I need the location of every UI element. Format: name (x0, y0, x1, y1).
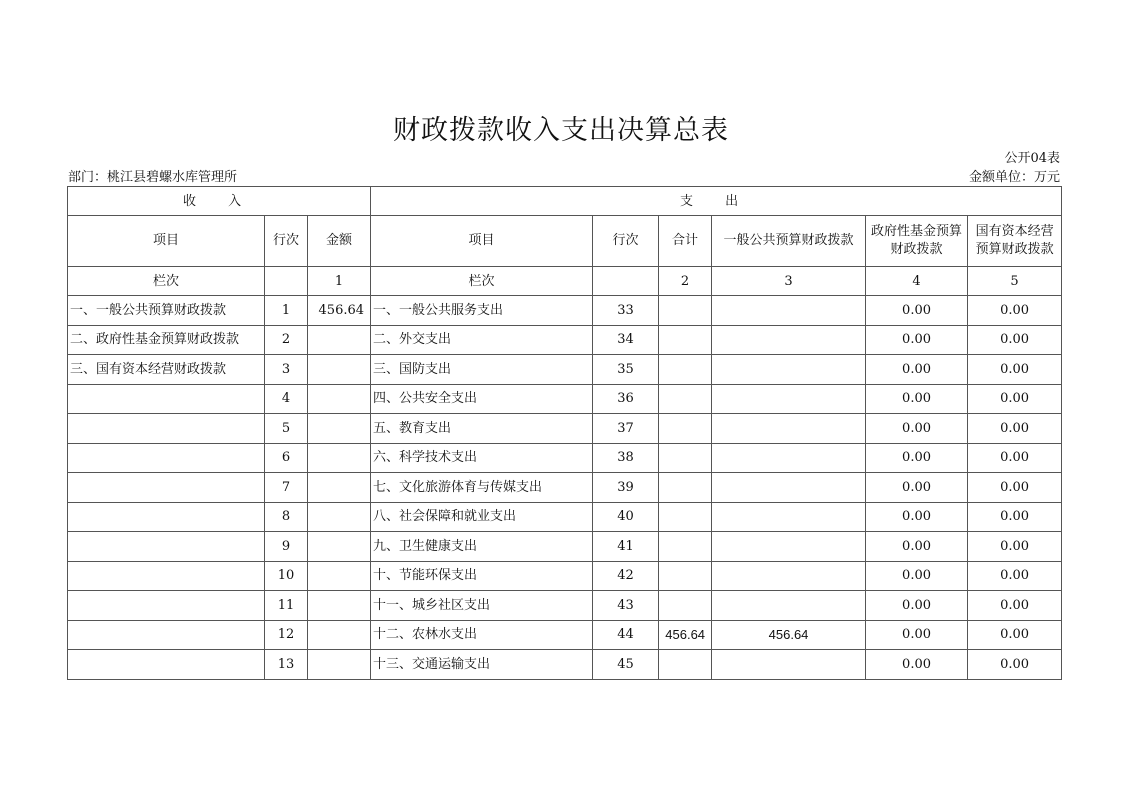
expense-state-cell: 0.00 (968, 620, 1062, 650)
expense-state-cell: 0.00 (968, 561, 1062, 591)
income-item-cell (68, 591, 265, 621)
income-amount-cell (308, 443, 371, 473)
income-amount-cell (308, 473, 371, 503)
expense-total-cell (659, 296, 712, 326)
expense-item-cell: 九、卫生健康支出 (371, 532, 593, 562)
expense-general-cell (712, 325, 866, 355)
expense-line-cell: 40 (593, 502, 659, 532)
table-row (68, 620, 1062, 650)
col-income-item: 项目 (68, 216, 265, 267)
table-row (68, 561, 1062, 591)
income-header: 收 入 (68, 187, 371, 216)
expense-general-cell (712, 414, 866, 444)
expense-general-cell (712, 561, 866, 591)
table-row (68, 473, 1062, 503)
income-line-cell: 8 (265, 502, 308, 532)
expense-fund-cell: 0.00 (866, 443, 968, 473)
expense-total-cell (659, 561, 712, 591)
expense-total-cell (659, 384, 712, 414)
income-item-cell (68, 443, 265, 473)
income-label-cell: 栏次 (68, 267, 265, 296)
expense-general-cell (712, 473, 866, 503)
expense-total-cell (659, 591, 712, 621)
expense-line-cell: 34 (593, 325, 659, 355)
income-item-cell: 三、国有资本经营财政拨款 (68, 355, 265, 385)
expense-item-cell: 六、科学技术支出 (371, 443, 593, 473)
income-line-cell: 9 (265, 532, 308, 562)
expense-state-cell: 0.00 (968, 296, 1062, 326)
expense-item-cell: 四、公共安全支出 (371, 384, 593, 414)
expense-state-cell: 0.00 (968, 502, 1062, 532)
income-amount-cell (308, 532, 371, 562)
expense-state-cell: 0.00 (968, 591, 1062, 621)
expense-fund-cell: 0.00 (866, 620, 968, 650)
income-line-cell: 5 (265, 414, 308, 444)
table-row (68, 502, 1062, 532)
income-line-cell: 2 (265, 325, 308, 355)
income-amount-number: 1 (308, 267, 371, 296)
expense-item-cell: 十三、交通运输支出 (371, 650, 593, 680)
col-expense-total: 合计 (659, 216, 712, 267)
income-item-cell (68, 561, 265, 591)
expense-fund-cell: 0.00 (866, 296, 968, 326)
expense-line-cell: 33 (593, 296, 659, 326)
expense-item-cell: 一、一般公共服务支出 (371, 296, 593, 326)
expense-total-number: 2 (659, 267, 712, 296)
expense-fund-cell: 0.00 (866, 355, 968, 385)
income-item-cell (68, 414, 265, 444)
income-amount-cell: 456.64 (308, 296, 371, 326)
expense-state-cell: 0.00 (968, 473, 1062, 503)
table-row (68, 384, 1062, 414)
income-item-cell: 一、一般公共预算财政拨款 (68, 296, 265, 326)
expense-state-cell: 0.00 (968, 443, 1062, 473)
table-row (68, 591, 1062, 621)
page-title: 财政拨款收入支出决算总表 (393, 115, 729, 146)
expense-line-blank (593, 267, 659, 296)
expense-item-cell: 八、社会保障和就业支出 (371, 502, 593, 532)
expense-line-cell: 42 (593, 561, 659, 591)
income-line-cell: 12 (265, 620, 308, 650)
income-item-cell (68, 532, 265, 562)
expense-total-cell (659, 443, 712, 473)
income-amount-cell (308, 502, 371, 532)
expense-total-cell (659, 414, 712, 444)
expense-fund-cell: 0.00 (866, 561, 968, 591)
expense-state-cell: 0.00 (968, 355, 1062, 385)
expense-state-cell: 0.00 (968, 414, 1062, 444)
expense-fund-number: 4 (866, 267, 968, 296)
income-line-cell: 4 (265, 384, 308, 414)
expense-general-cell (712, 296, 866, 326)
expense-state-cell: 0.00 (968, 384, 1062, 414)
table-row (68, 296, 1062, 326)
income-line-cell: 11 (265, 591, 308, 621)
expense-fund-cell: 0.00 (866, 591, 968, 621)
expense-general-cell (712, 591, 866, 621)
expense-state-cell: 0.00 (968, 325, 1062, 355)
expense-fund-cell: 0.00 (866, 384, 968, 414)
income-amount-cell (308, 620, 371, 650)
expense-fund-cell: 0.00 (866, 532, 968, 562)
income-item-cell (68, 502, 265, 532)
col-income-line: 行次 (265, 216, 308, 267)
col-expense-general: 一般公共预算财政拨款 (712, 216, 866, 267)
expense-line-cell: 44 (593, 620, 659, 650)
expense-line-cell: 38 (593, 443, 659, 473)
expense-item-cell: 十二、农林水支出 (371, 620, 593, 650)
expense-line-cell: 45 (593, 650, 659, 680)
expense-item-cell: 十一、城乡社区支出 (371, 591, 593, 621)
expense-line-cell: 36 (593, 384, 659, 414)
section-header-row (68, 187, 1062, 216)
expense-header: 支 出 (371, 187, 1062, 216)
col-expense-item: 项目 (371, 216, 593, 267)
expense-line-cell: 41 (593, 532, 659, 562)
expense-total-cell: 456.64 (659, 620, 712, 650)
department-label: 部门：桃江县碧螺水库管理所 (68, 170, 238, 185)
col-expense-line: 行次 (593, 216, 659, 267)
income-amount-cell (308, 650, 371, 680)
income-amount-cell (308, 414, 371, 444)
expense-general-cell (712, 384, 866, 414)
expense-fund-cell: 0.00 (866, 325, 968, 355)
income-line-cell: 3 (265, 355, 308, 385)
expense-total-cell (659, 650, 712, 680)
income-item-cell: 二、政府性基金预算财政拨款 (68, 325, 265, 355)
table-row (68, 650, 1062, 680)
expense-general-cell (712, 443, 866, 473)
expense-general-cell (712, 355, 866, 385)
expense-item-cell: 十、节能环保支出 (371, 561, 593, 591)
income-item-cell (68, 650, 265, 680)
income-line-cell: 1 (265, 296, 308, 326)
expense-total-cell (659, 325, 712, 355)
income-item-cell (68, 473, 265, 503)
expense-item-cell: 三、国防支出 (371, 355, 593, 385)
expense-state-cell: 0.00 (968, 532, 1062, 562)
expense-general-number: 3 (712, 267, 866, 296)
expense-total-cell (659, 355, 712, 385)
table-row (68, 325, 1062, 355)
expense-fund-cell: 0.00 (866, 473, 968, 503)
income-line-blank (265, 267, 308, 296)
expense-general-cell (712, 650, 866, 680)
table-row (68, 443, 1062, 473)
income-amount-cell (308, 591, 371, 621)
expense-item-cell: 二、外交支出 (371, 325, 593, 355)
expense-total-cell (659, 532, 712, 562)
col-income-amount: 金额 (308, 216, 371, 267)
expense-total-cell (659, 473, 712, 503)
income-amount-cell (308, 384, 371, 414)
expense-general-cell: 456.64 (712, 620, 866, 650)
column-number-row (68, 267, 1062, 296)
form-number: 公开04表 (1004, 151, 1060, 166)
budget-table (67, 186, 1062, 680)
income-amount-cell (308, 561, 371, 591)
income-line-cell: 13 (265, 650, 308, 680)
table-row (68, 532, 1062, 562)
expense-item-cell: 五、教育支出 (371, 414, 593, 444)
expense-fund-cell: 0.00 (866, 650, 968, 680)
income-amount-cell (308, 325, 371, 355)
col-expense-state: 国有资本经营预算财政拨款 (968, 216, 1062, 267)
income-item-cell (68, 384, 265, 414)
expense-total-cell (659, 502, 712, 532)
expense-line-cell: 35 (593, 355, 659, 385)
expense-state-number: 5 (968, 267, 1062, 296)
income-amount-cell (308, 355, 371, 385)
col-expense-fund: 政府性基金预算财政拨款 (866, 216, 968, 267)
expense-line-cell: 39 (593, 473, 659, 503)
expense-line-cell: 43 (593, 591, 659, 621)
expense-line-cell: 37 (593, 414, 659, 444)
table-row (68, 414, 1062, 444)
expense-item-cell: 七、文化旅游体育与传媒支出 (371, 473, 593, 503)
expense-general-cell (712, 532, 866, 562)
income-item-cell (68, 620, 265, 650)
income-line-cell: 10 (265, 561, 308, 591)
income-line-cell: 6 (265, 443, 308, 473)
expense-general-cell (712, 502, 866, 532)
table-row (68, 355, 1062, 385)
unit-label: 金额单位：万元 (968, 170, 1060, 185)
income-line-cell: 7 (265, 473, 308, 503)
expense-label-cell: 栏次 (371, 267, 593, 296)
expense-fund-cell: 0.00 (866, 414, 968, 444)
expense-fund-cell: 0.00 (866, 502, 968, 532)
expense-state-cell: 0.00 (968, 650, 1062, 680)
column-header-row (68, 216, 1062, 267)
